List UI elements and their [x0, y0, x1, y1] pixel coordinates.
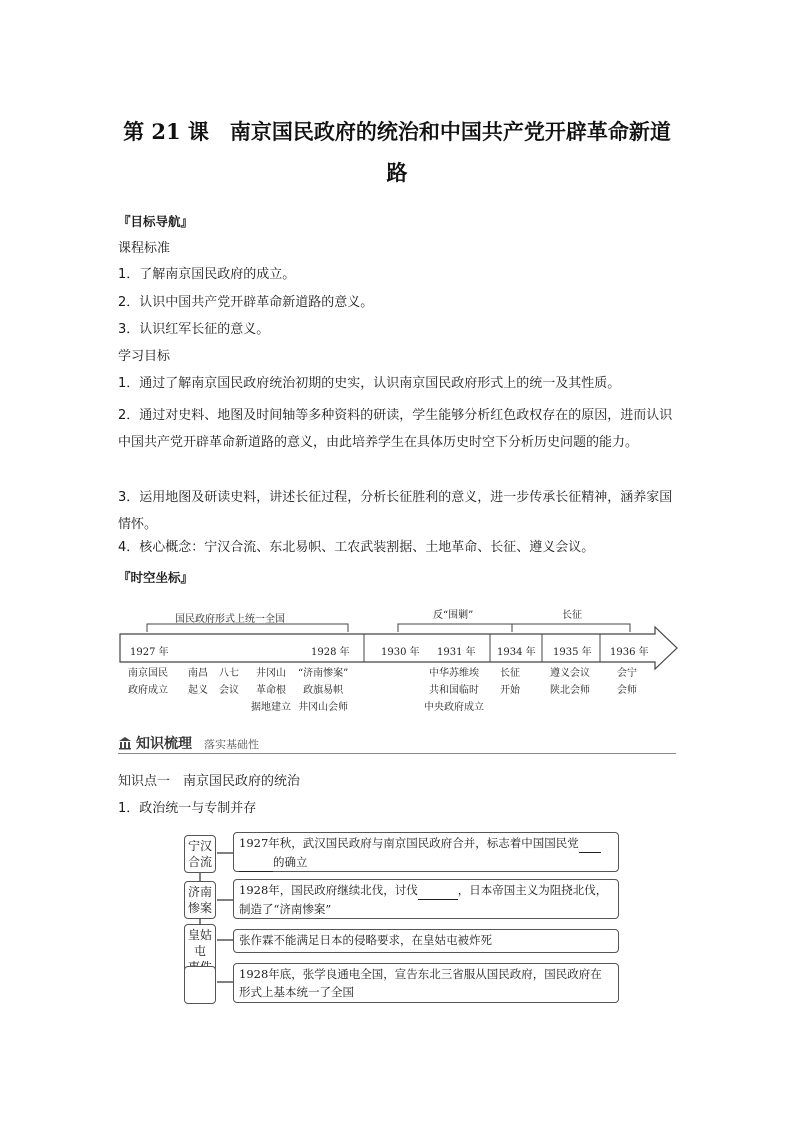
timeline-event: 中华苏维埃 共和国临时 中央政府成立	[424, 668, 484, 713]
span-label: 反“围剿”	[433, 610, 474, 621]
timeline-event: 井冈山 革命根 据地建立	[251, 668, 291, 713]
learning-item: 1．通过了解南京国民政府统治初期的史实，认识南京国民政府形式上的统一及其性质。	[118, 376, 621, 391]
goal-nav-heading: 『目标导航』	[118, 214, 194, 229]
timeline-event: 南京国民 政府成立	[128, 668, 168, 696]
curriculum-item: 3．认识红军长征的意义。	[118, 322, 270, 337]
span-label: 长征	[562, 610, 582, 621]
timeline-event: “济南惨案” 政旗易帜 井冈山会师	[298, 668, 349, 713]
fill-blank[interactable]	[579, 834, 601, 853]
timeline-event: 长征 开始	[500, 668, 520, 696]
knowledge-point-heading: 知识点一 南京国民政府的统治	[118, 774, 301, 789]
timeline-event: 八七 会议	[219, 668, 239, 696]
page-title-line-1: 第 21 课 南京国民政府的统治和中国共产党开辟革命新道	[123, 119, 671, 144]
year-label: 1928 年	[311, 647, 350, 658]
flow-text-box: 1927年秋，武汉国民政府与南京国民政府合并，标志着中国国民党 的确立	[233, 832, 619, 872]
flow-label-box: 济南 惨案	[184, 881, 216, 919]
learning-item: 4．核心概念：宁汉合流、东北易帜、工农武装割据、土地革命、长征、遵义会议。	[118, 540, 595, 555]
page-title-line-2: 路	[386, 160, 408, 185]
year-label: 1936 年	[610, 647, 649, 658]
year-label: 1935 年	[553, 647, 592, 658]
timeline-event: 遵义会议 陕北会师	[550, 668, 590, 696]
span-label: 国民政府形式上统一全国	[175, 614, 285, 625]
timeline-event: 会宁 会师	[617, 668, 637, 696]
year-label: 1930 年	[381, 647, 420, 658]
learning-item: 3．运用地图及研读史料，讲述长征过程，分析长征胜利的意义，进一步传承长征精神，涵养家国情怀。	[118, 490, 673, 532]
flow-label-box: 宁汉 合流	[184, 835, 216, 873]
subsection-heading: 1．政治统一与专制并存	[118, 801, 257, 816]
flow-text-box: 1928年，国民政府继续北伐，讨伐 ，日本帝国主义为阻挠北伐， 制造了“济南惨案”	[233, 879, 619, 919]
curriculum-heading: 课程标准	[118, 241, 171, 256]
flow-label-box-empty[interactable]	[184, 966, 216, 1004]
flow-label-box: 皇姑屯	[184, 924, 216, 978]
fill-blank[interactable]	[239, 853, 273, 872]
year-label: 1934 年	[497, 647, 536, 658]
learning-heading: 学习目标	[118, 349, 171, 364]
knowledge-subtitle: 落实基础性	[204, 738, 259, 751]
knowledge-title: 知识梳理	[136, 736, 192, 752]
fill-blank[interactable]	[418, 881, 458, 900]
learning-item: 2．通过对史料、地图及时间轴等多种资料的研读，学生能够分析红色政权存在的原因，进而认识中国共产党开辟革命新道路的意义，由此培养学生在具体历史时空下分析历史问题的能力。	[118, 408, 673, 450]
curriculum-item: 2．认识中国共产党开辟革命新道路的意义。	[118, 295, 374, 310]
flow-text-box: 张作霖不能满足日本的侵略要求，在皇姑屯被炸死	[233, 929, 619, 953]
flow-text-box: 1928年底，张学良通电全国，宣告东北三省服从国民政府，国民政府在 形式上基本统一了全国	[233, 963, 619, 1003]
curriculum-item: 1．了解南京国民政府的成立。	[118, 267, 296, 282]
coords-heading: 『时空坐标』	[118, 570, 194, 585]
timeline-event: 南昌 起义	[188, 668, 208, 696]
year-label: 1927 年	[130, 647, 169, 658]
year-label: 1931 年	[437, 647, 476, 658]
